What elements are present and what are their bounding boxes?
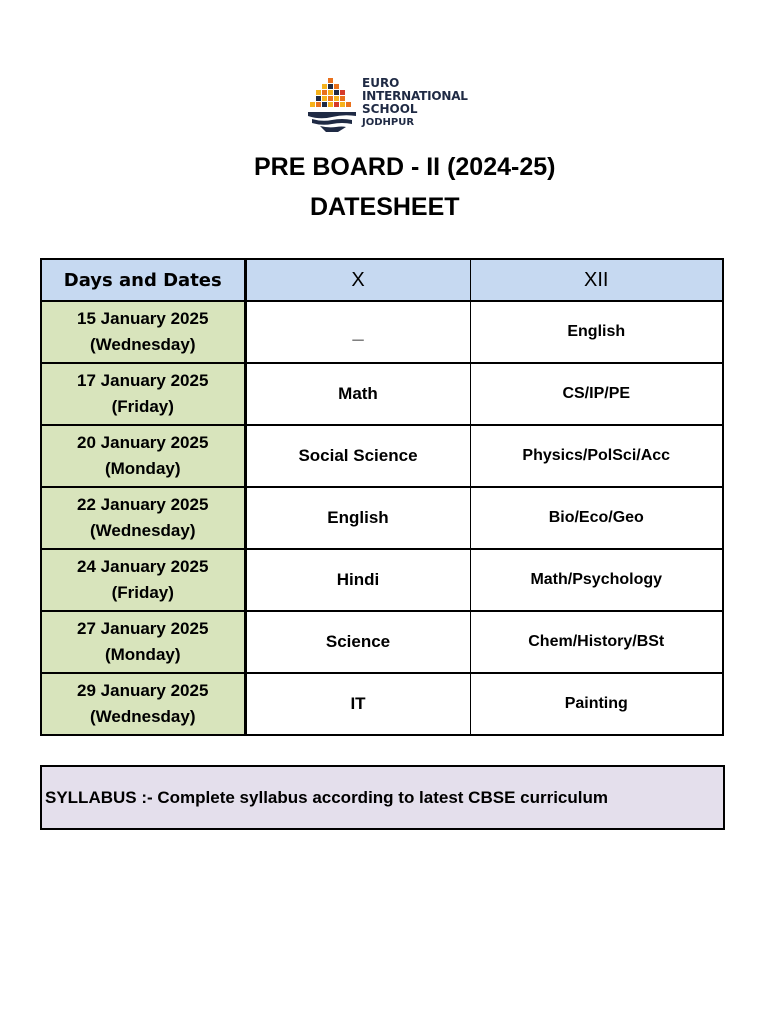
subject-xii-cell: Bio/Eco/Geo xyxy=(470,487,723,549)
table-row xyxy=(41,611,723,673)
table-row xyxy=(41,673,723,735)
date-cell xyxy=(41,673,245,735)
exam-heading: PRE BOARD - II (2024-25) xyxy=(254,153,556,181)
date-text: 22 January 2025 xyxy=(77,495,209,514)
logo-line-3: SCHOOL xyxy=(362,102,418,116)
logo-line-4: JODHPUR xyxy=(362,117,415,128)
header-days-and-dates: Days and Dates xyxy=(41,259,245,301)
table-row xyxy=(41,363,723,425)
subject-x-cell: English xyxy=(245,487,470,549)
datesheet-table xyxy=(40,258,724,736)
subject-xii-cell: English xyxy=(470,301,723,363)
header-class-xii: XII xyxy=(470,259,723,301)
datesheet-title: DATESHEET xyxy=(310,193,460,221)
subject-x-cell: Science xyxy=(245,611,470,673)
date-cell xyxy=(41,549,245,611)
subject-xii-cell: Math/Psychology xyxy=(470,549,723,611)
date-cell xyxy=(41,301,245,363)
day-text: (Wednesday) xyxy=(90,707,196,726)
table-row xyxy=(41,487,723,549)
day-text: (Monday) xyxy=(104,645,181,664)
subject-x-cell: IT xyxy=(245,673,470,735)
logo-line-1: EURO xyxy=(362,76,400,90)
date-cell xyxy=(41,425,245,487)
table-row xyxy=(41,425,723,487)
subject-x-cell: _ xyxy=(245,301,470,363)
table-row xyxy=(41,549,723,611)
date-cell xyxy=(41,363,245,425)
day-text: (Monday) xyxy=(104,459,181,478)
day-text: (Friday) xyxy=(111,397,174,416)
date-text: 29 January 2025 xyxy=(77,681,209,700)
date-cell xyxy=(41,487,245,549)
subject-x-cell: Math xyxy=(245,363,470,425)
day-text: (Wednesday) xyxy=(90,335,196,354)
school-logo-mark-icon xyxy=(308,76,356,134)
syllabus-text: SYLLABUS :- Complete syllabus according to latest CBSE curriculum xyxy=(45,787,608,807)
table-row xyxy=(41,301,723,363)
day-text: (Wednesday) xyxy=(90,521,196,540)
date-cell xyxy=(41,611,245,673)
school-logo xyxy=(308,76,488,136)
subject-x-cell: Hindi xyxy=(245,549,470,611)
date-text: 27 January 2025 xyxy=(77,619,209,638)
subject-x-cell: Social Science xyxy=(245,425,470,487)
date-text: 24 January 2025 xyxy=(77,557,209,576)
subject-xii-cell: CS/IP/PE xyxy=(470,363,723,425)
subject-xii-cell: Physics/PolSci/Acc xyxy=(470,425,723,487)
date-text: 15 January 2025 xyxy=(77,309,209,328)
table-header-row xyxy=(41,259,723,301)
date-text: 17 January 2025 xyxy=(77,371,209,390)
subject-xii-cell: Painting xyxy=(470,673,723,735)
header-class-x: X xyxy=(245,259,470,301)
logo-line-2: INTERNATIONAL xyxy=(362,89,468,103)
subject-xii-cell: Chem/History/BSt xyxy=(470,611,723,673)
date-text: 20 January 2025 xyxy=(77,433,209,452)
day-text: (Friday) xyxy=(111,583,174,602)
school-logo-text xyxy=(362,77,468,129)
syllabus-note xyxy=(40,765,725,830)
